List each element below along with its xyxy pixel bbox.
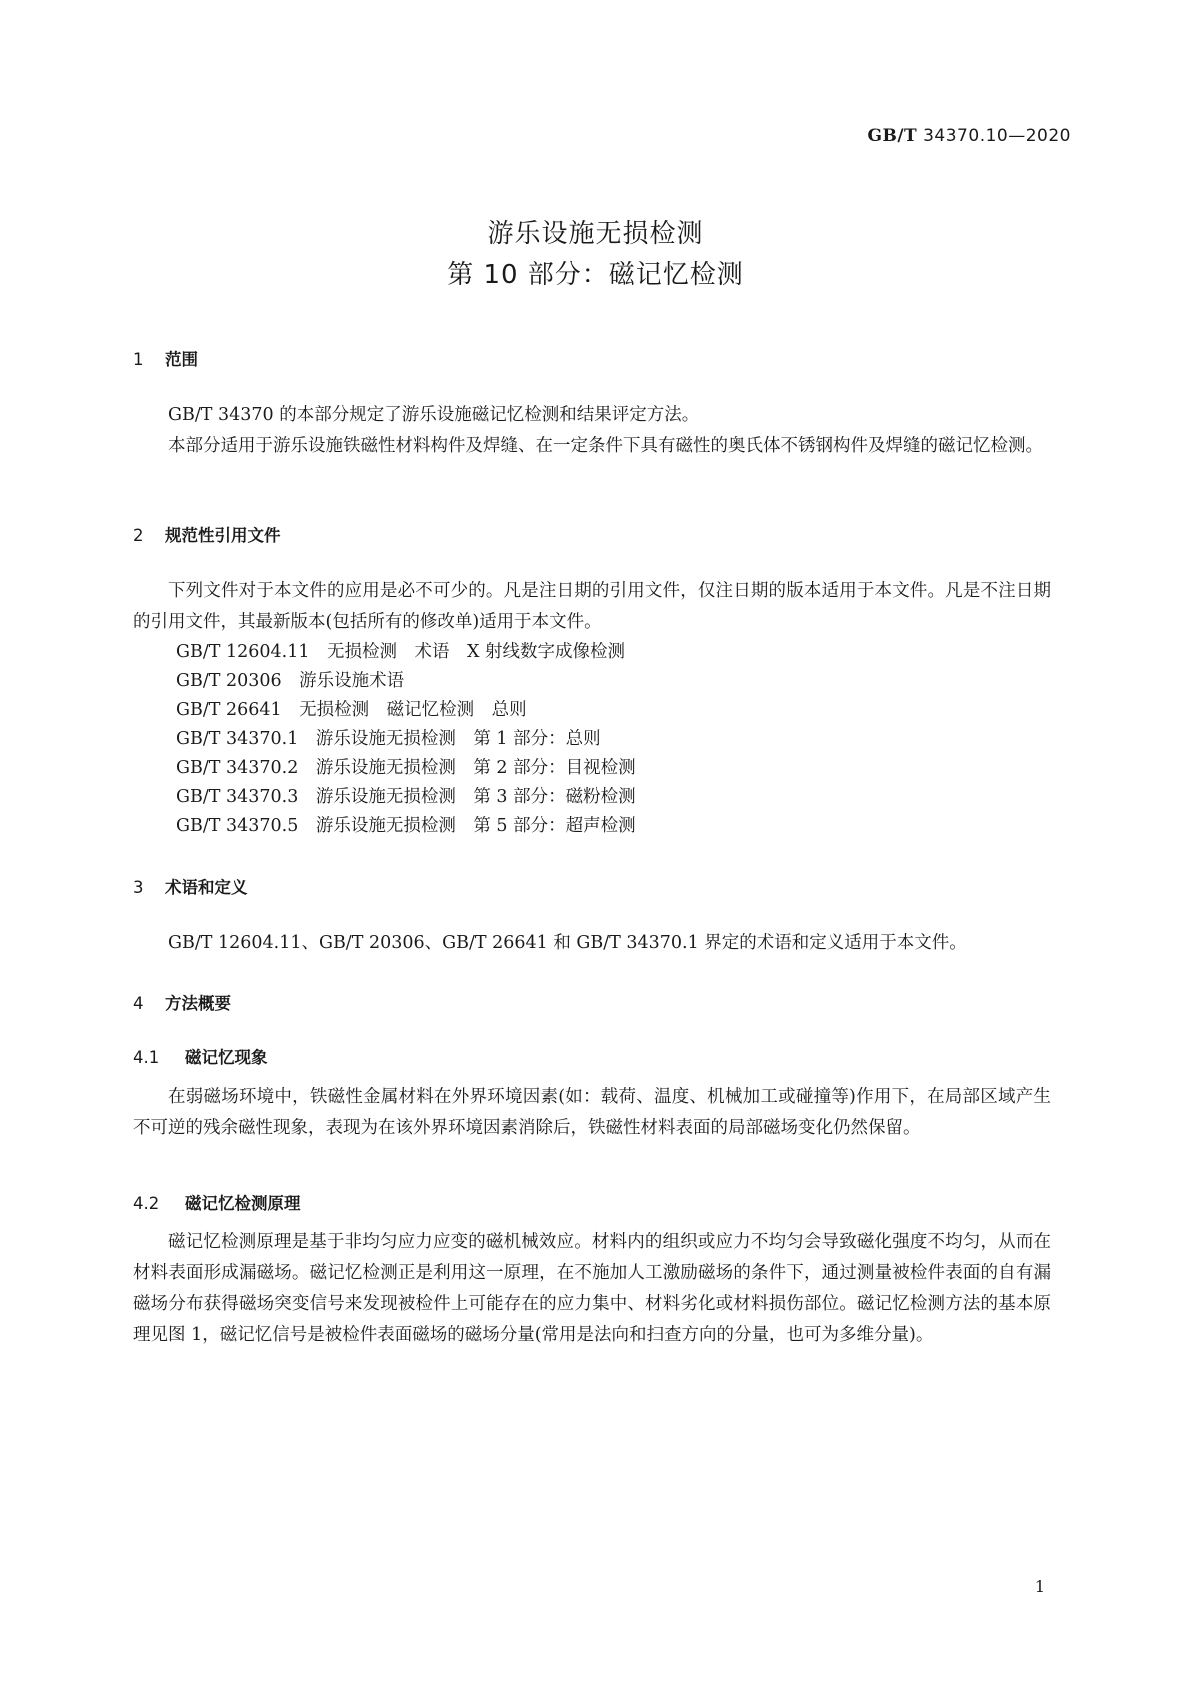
section-number: 3 [133, 878, 144, 897]
section-title: 术语和定义 [165, 878, 248, 897]
section-3-heading [133, 874, 248, 898]
section-2-paragraph-1: 下列文件对于本文件的应用是必不可少的。凡是注日期的引用文件，仅注日期的版本适用于本文件。凡是不注日期的引用文件，其最新版本(包括所有的修改单)适用于本文件。 [133, 581, 1051, 632]
section-2-heading [133, 522, 281, 546]
reference-item: GB/T 26641 无损检测 磁记忆检测 总则 [176, 700, 527, 720]
section-4-1-paragraph-1: 在弱磁场环境中，铁磁性金属材料在外界环境因素(如：载荷、温度、机械加工或碰撞等)作用下，在局部区域产生不可逆的残余磁性现象，表现为在该外界环境因素消除后，铁磁性材料表面的局部磁场变化仍然保留。 [133, 1087, 1051, 1138]
document-title: 游乐设施无损检测 [487, 219, 704, 249]
reference-item: GB/T 34370.1 游乐设施无损检测 第 1 部分：总则 [176, 729, 601, 749]
reference-item: GB/T 20306 游乐设施术语 [176, 671, 405, 691]
section-4-heading [133, 990, 231, 1014]
page-number: 1 [1034, 1577, 1045, 1596]
document-subtitle: 第 10 部分：磁记忆检测 [447, 260, 744, 290]
standard-number: 34370.10—2020 [923, 126, 1071, 146]
section-number: 4.2 [133, 1194, 160, 1213]
standard-identifier [867, 126, 1071, 146]
section-number: 4.1 [133, 1048, 160, 1067]
section-number: 4 [133, 994, 144, 1013]
section-title: 规范性引用文件 [165, 526, 281, 545]
section-number: 1 [133, 350, 144, 369]
section-4-1-heading [133, 1044, 268, 1068]
section-title: 范围 [165, 350, 198, 369]
section-4-2-paragraph-1: 磁记忆检测原理是基于非均匀应力应变的磁机械效应。材料内的组织或应力不均匀会导致磁化强度不均匀，从而在材料表面形成漏磁场。磁记忆检测正是利用这一原理，在不施加人工激励磁场的条件下，通过测量被检件表面的自有漏磁场分布获得磁场突变信号来发现被检件上可能存在的应力集中、材料劣化或材料损伤部位。磁记忆检测方法的基本原理见图 1，磁记忆信号是被检件表面磁场的磁场分量(常用是法向和扫查方向的分量，也可为多维分量)。 [133, 1232, 1051, 1345]
reference-item: GB/T 34370.3 游乐设施无损检测 第 3 部分：磁粉检测 [176, 787, 636, 807]
section-title: 磁记忆检测原理 [185, 1194, 301, 1213]
section-title: 磁记忆现象 [185, 1048, 268, 1067]
section-1-paragraph-2: 本部分适用于游乐设施铁磁性材料构件及焊缝、在一定条件下具有磁性的奥氏体不锈钢构件及焊缝的磁记忆检测。 [168, 436, 1043, 456]
standard-prefix: GB/T [867, 126, 918, 146]
reference-item: GB/T 34370.5 游乐设施无损检测 第 5 部分：超声检测 [176, 816, 636, 836]
section-3-paragraph-1: GB/T 12604.11、GB/T 20306、GB/T 26641 和 GB/T 34370.1 界定的术语和定义适用于本文件。 [168, 933, 967, 953]
reference-item: GB/T 34370.2 游乐设施无损检测 第 2 部分：目视检测 [176, 758, 636, 778]
section-title: 方法概要 [165, 994, 231, 1013]
section-number: 2 [133, 526, 144, 545]
section-1-paragraph-1: GB/T 34370 的本部分规定了游乐设施磁记忆检测和结果评定方法。 [168, 405, 700, 425]
section-1-heading [133, 346, 198, 370]
section-4-2-heading [133, 1190, 301, 1214]
reference-item: GB/T 12604.11 无损检测 术语 X 射线数字成像检测 [176, 642, 625, 662]
